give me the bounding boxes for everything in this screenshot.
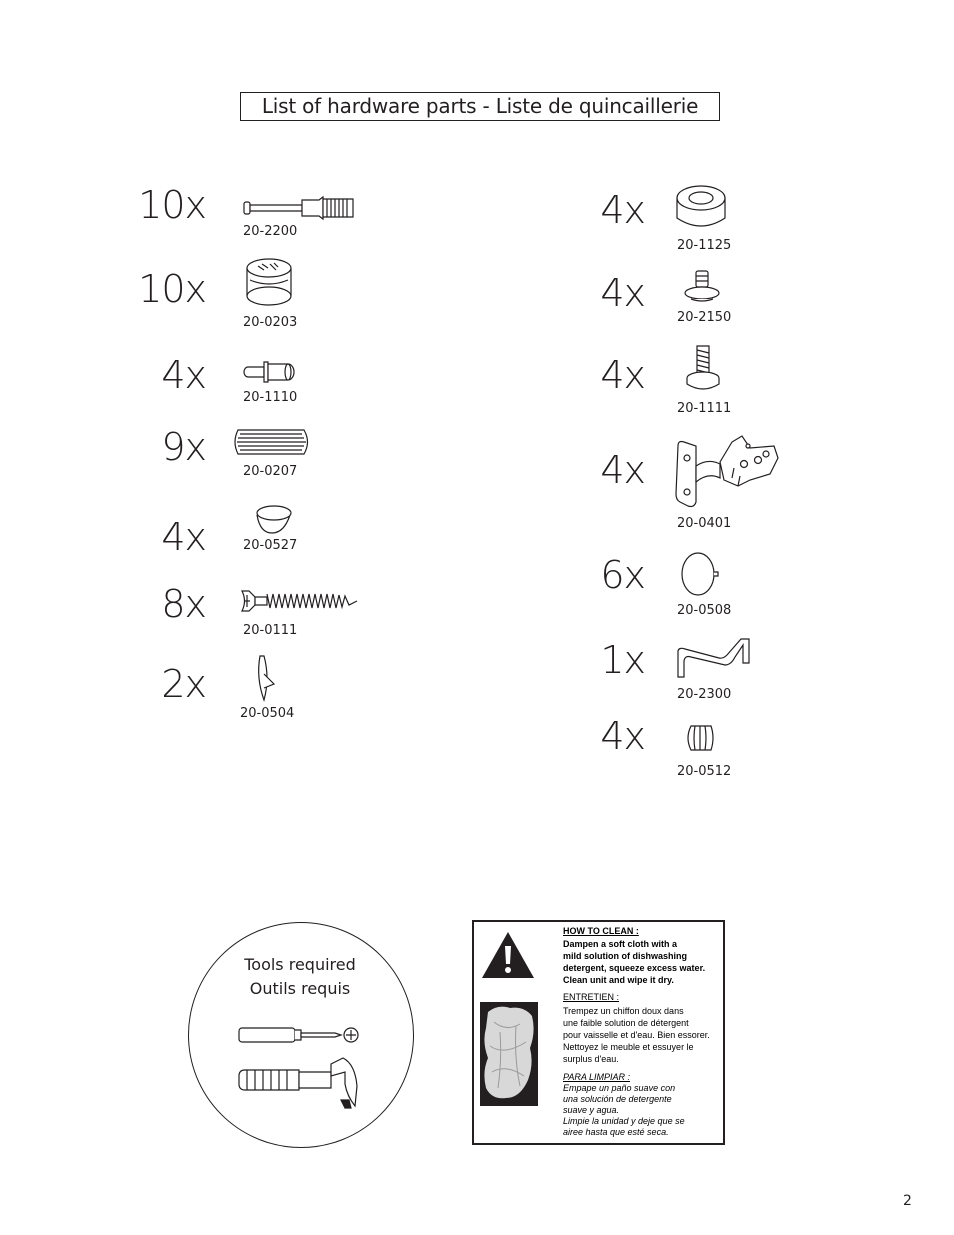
qty-20-0508: 6x [600, 553, 645, 597]
clean-fr-line: pour vaisselle et d'eau. Bien essorer. [563, 1030, 710, 1040]
qty-20-2150: 4x [600, 271, 645, 315]
shelf-pin-icon [244, 360, 296, 384]
leveler-icon [685, 344, 721, 394]
plug-icon [683, 724, 717, 752]
clean-en-line: mild solution of dishwashing [563, 951, 687, 961]
bumper-icon [254, 503, 294, 535]
code-20-1125: 20-1125 [677, 238, 732, 253]
clean-es-line: Limpie la unidad y deje que se [563, 1116, 685, 1126]
qty-20-0527: 4x [161, 515, 206, 559]
clean-fr-line: Trempez un chiffon doux dans [563, 1006, 684, 1016]
clean-es-line: Empape un paño suave con [563, 1083, 676, 1093]
hammer-icon [237, 1056, 361, 1114]
clean-es-line: airee hasta que esté seca. [563, 1127, 669, 1137]
cam-lock-icon [244, 258, 294, 308]
code-20-0504: 20-0504 [240, 706, 295, 721]
cloth-icon [480, 1002, 538, 1106]
clean-heading-es: PARA LIMPIAR : [563, 1072, 631, 1082]
wall-anchor-icon [252, 654, 276, 702]
code-20-0203: 20-0203 [243, 315, 298, 330]
code-20-0527: 20-0527 [243, 538, 298, 553]
code-20-0401: 20-0401 [677, 516, 732, 531]
code-20-2150: 20-2150 [677, 310, 732, 325]
clean-en-line: detergent, squeeze excess water. [563, 963, 706, 973]
code-20-0508: 20-0508 [677, 603, 732, 618]
small-bolt-icon [683, 269, 721, 303]
qty-20-2200: 10x [138, 183, 206, 227]
clean-heading-fr: ENTRETIEN : [563, 992, 620, 1002]
allen-key-icon [675, 637, 755, 681]
qty-20-0512: 4x [600, 714, 645, 758]
wood-dowel-icon [232, 428, 312, 456]
qty-20-0203: 10x [138, 267, 206, 311]
glide-icon [675, 182, 727, 232]
clean-fr-line: surplus d'eau. [563, 1054, 619, 1064]
cam-bolt-icon [243, 195, 355, 221]
page-number: 2 [903, 1193, 912, 1209]
code-20-1110: 20-1110 [243, 390, 298, 405]
code-20-2200: 20-2200 [243, 224, 298, 239]
tools-title-en: Tools required [244, 955, 356, 974]
clean-es-line: suave y agua. [563, 1105, 620, 1115]
clean-es-line: una solución de detergente [563, 1094, 672, 1104]
warning-icon [480, 930, 536, 980]
code-20-0111: 20-0111 [243, 623, 298, 638]
qty-20-1111: 4x [600, 353, 645, 397]
tools-title-fr: Outils requis [249, 979, 351, 998]
qty-20-0207: 9x [161, 425, 206, 469]
clean-en-line: Clean unit and wipe it dry. [563, 975, 674, 985]
code-20-2300: 20-2300 [677, 687, 732, 702]
qty-20-2300: 1x [600, 638, 645, 682]
hinge-icon [674, 428, 782, 512]
screwdriver-icon [237, 1024, 361, 1046]
clean-en-line: Dampen a soft cloth with a [563, 939, 678, 949]
qty-20-1125: 4x [600, 188, 645, 232]
page-title: List of hardware parts - Liste de quincaillerie [240, 92, 720, 121]
qty-20-0111: 8x [161, 582, 206, 626]
code-20-0512: 20-0512 [677, 764, 732, 779]
cover-cap-icon [680, 550, 720, 598]
qty-20-1110: 4x [161, 353, 206, 397]
screw-icon [241, 589, 359, 613]
code-20-0207: 20-0207 [243, 464, 298, 479]
code-20-1111: 20-1111 [677, 401, 732, 416]
qty-20-0401: 4x [600, 448, 645, 492]
clean-heading-en: HOW TO CLEAN : [563, 926, 639, 936]
qty-20-0504: 2x [161, 662, 206, 706]
clean-fr-line: Nettoyez le meuble et essuyer le [563, 1042, 694, 1052]
clean-fr-line: une faible solution de détergent [563, 1018, 689, 1028]
